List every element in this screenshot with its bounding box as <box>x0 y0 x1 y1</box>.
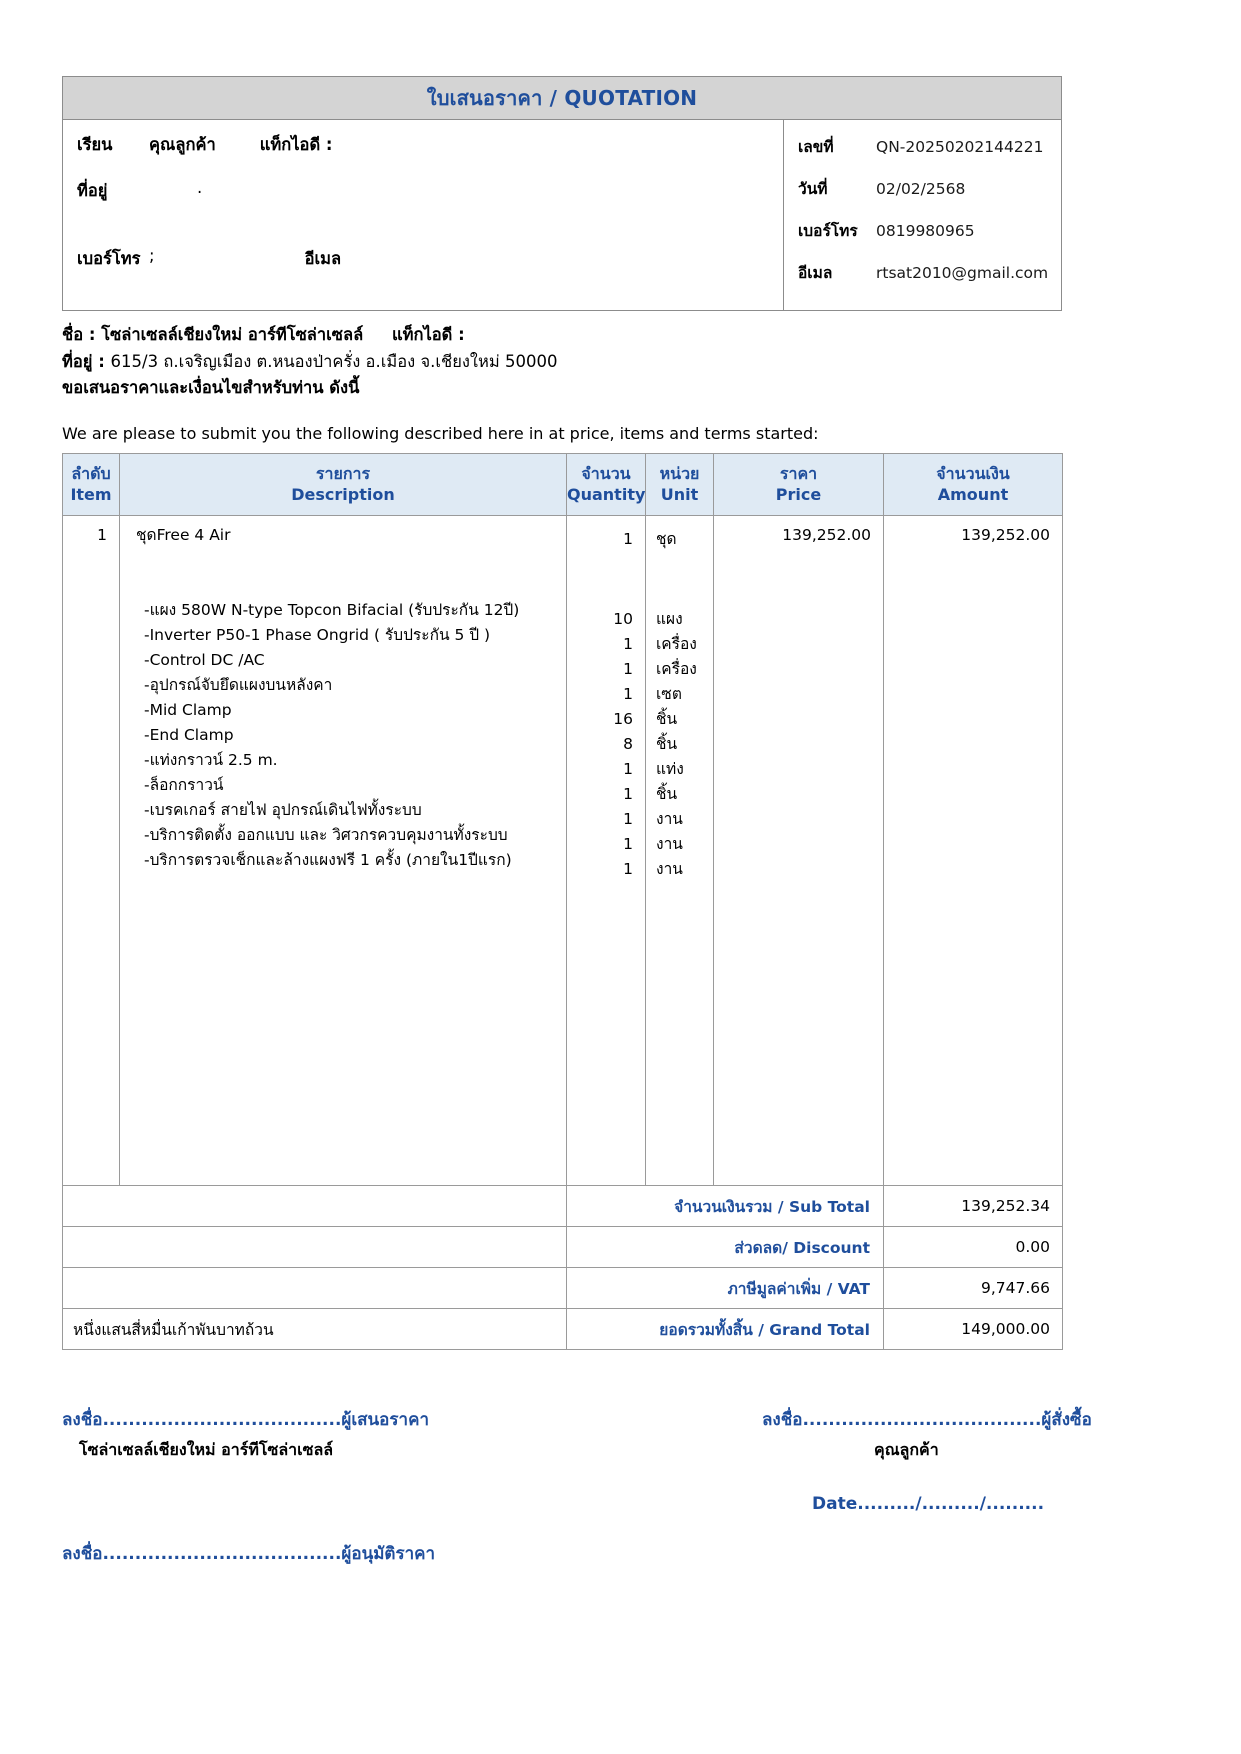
list-item-quantity: 1 <box>623 860 633 879</box>
quotation-number-row <box>798 134 1051 159</box>
quotation-date-label: วันที่ <box>798 180 828 198</box>
customer-to-value: คุณลูกค้า <box>149 135 216 154</box>
col-header-item <box>63 454 120 516</box>
quotation-number-value: QN-20250202144221 <box>876 138 1044 156</box>
list-item-unit: งาน <box>656 835 683 854</box>
grand-total-value: 149,000.00 <box>884 1309 1063 1350</box>
col-header-unit <box>646 454 714 516</box>
buyer-signature-line: ลงชื่อ.....................................ผู้สั่งซื้อ <box>762 1410 1092 1431</box>
seller-terms-line: ขอเสนอราคาและเงื่อนไขสำหรับท่าน ดังนี้ <box>62 378 360 398</box>
list-item-quantity: 1 <box>623 835 633 854</box>
quantity-list <box>567 516 645 882</box>
cell-quantities <box>567 516 646 1186</box>
subtotal-blank <box>63 1186 567 1227</box>
col-header-amount-en: Amount <box>937 484 1009 504</box>
item-index-value: 1 <box>97 526 107 545</box>
list-item-quantity: 1 <box>623 685 633 704</box>
subtotal-value: 139,252.34 <box>884 1186 1063 1227</box>
title-english: QUOTATION <box>564 86 698 110</box>
list-item-unit: งาน <box>656 860 683 879</box>
list-item: -Mid Clamp <box>144 700 232 719</box>
list-item: -อุปกรณ์จับยึดแผงบนหลังคา <box>144 675 333 694</box>
sub-item-descriptions <box>144 598 556 873</box>
list-item-unit: เครื่อง <box>656 635 697 654</box>
list-item-unit: แผง <box>656 610 683 629</box>
seller-address-value: 615/3 ถ.เจริญเมือง ต.หนองป่าครั่ง อ.เมือง จ.เชียงใหม่ 50000 <box>110 351 558 371</box>
list-item-quantity: 1 <box>623 760 633 779</box>
main-item-quantity: 1 <box>623 530 633 549</box>
quotation-number-label: เลขที่ <box>798 138 834 156</box>
seller-name-row <box>62 322 1062 349</box>
subtotal-label: จำนวนเงินรวม / Sub Total <box>567 1186 884 1227</box>
col-header-price <box>714 454 884 516</box>
header-row <box>63 454 1063 516</box>
list-item-unit: แท่ง <box>656 760 684 779</box>
main-item-amount: 139,252.00 <box>961 526 1050 545</box>
cell-amount <box>884 516 1063 1186</box>
list-item-quantity: 10 <box>613 610 633 629</box>
col-header-amount <box>884 454 1063 516</box>
buyer-name: คุณลูกค้า <box>874 1440 939 1460</box>
discount-value: 0.00 <box>884 1227 1063 1268</box>
quotation-date-value: 02/02/2568 <box>876 180 966 198</box>
list-item: -ล็อกกราวน์ <box>144 775 224 794</box>
main-item-description: ชุดFree 4 Air <box>136 526 231 545</box>
list-item-quantity: 1 <box>623 660 633 679</box>
vat-label: ภาษีมูลค่าเพิ่ม / VAT <box>567 1268 884 1309</box>
quoter-name: โซล่าเซลล์เชียงใหม่ อาร์ทีโซล่าเซลล์ <box>79 1440 334 1460</box>
list-item-unit: งาน <box>656 810 683 829</box>
cell-item-index <box>63 516 120 1186</box>
vat-value: 9,747.66 <box>884 1268 1063 1309</box>
seller-phone-value: 0819980965 <box>876 222 975 240</box>
seller-name-value: โซล่าเซลล์เชียงใหม่ อาร์ทีโซล่าเซลล์ <box>101 325 364 344</box>
col-header-description-th: รายการ <box>315 464 371 484</box>
list-item: -เบรคเกอร์ สายไฟ อุปกรณ์เดินไฟทั้งระบบ <box>144 800 422 819</box>
list-item-unit: เครื่อง <box>656 660 697 679</box>
customer-phone-row <box>77 246 769 272</box>
signature-area <box>62 1398 1092 1628</box>
quotation-meta-block <box>784 120 1061 310</box>
description-list <box>120 516 566 873</box>
seller-name-label: ชื่อ : <box>62 325 96 344</box>
list-item: -บริการตรวจเช็กและล้างแผงฟรี 1 ครั้ง (ภายใน1ปีแรก) <box>144 850 512 869</box>
main-item-unit: ชุด <box>656 530 677 549</box>
list-item: -แผง 580W N-type Topcon Bifacial (รับประกัน 12ปี) <box>144 600 520 619</box>
quotation-page <box>62 0 1092 1628</box>
seller-taxid-label: แท็กไอดี : <box>391 325 465 344</box>
title-separator: / <box>542 86 565 110</box>
approver-signature-line: ลงชื่อ.....................................ผู้อนุมัติราคา <box>62 1544 436 1565</box>
items-table-header <box>63 454 1063 516</box>
customer-to-label: เรียน <box>77 135 113 154</box>
totals-body <box>63 1186 1063 1350</box>
totals-table <box>62 1185 1063 1350</box>
grand-total-row <box>63 1309 1063 1350</box>
header-info-box <box>62 120 1062 311</box>
col-header-quantity-en: Quantity <box>567 484 646 504</box>
list-item-unit: ชิ้น <box>656 710 678 729</box>
col-header-item-th: ลำดับ <box>71 464 111 484</box>
customer-to-row <box>77 132 769 158</box>
list-item: -แท่งกราวน์ 2.5 m. <box>144 750 278 769</box>
customer-address-value: . <box>197 178 203 197</box>
items-table-body <box>63 516 1063 1186</box>
list-item: -บริการติดตั้ง ออกแบบ และ วิศวกรควบคุมงานทั้งระบบ <box>144 825 508 844</box>
col-header-quantity <box>567 454 646 516</box>
seller-email-value: rtsat2010@gmail.com <box>876 264 1049 282</box>
submit-note: We are please to submit you the following described here in at price, items and terms started: <box>62 424 819 444</box>
discount-blank <box>63 1227 567 1268</box>
discount-row <box>63 1227 1063 1268</box>
vat-blank <box>63 1268 567 1309</box>
seller-email-row <box>798 260 1051 285</box>
seller-phone-label: เบอร์โทร <box>798 222 858 240</box>
seller-email-label: อีเมล <box>798 264 833 282</box>
cell-price <box>714 516 884 1186</box>
main-item-price: 139,252.00 <box>782 526 871 545</box>
list-item: -Inverter P50-1 Phase Ongrid ( รับประกัน 5 ปี ) <box>144 625 491 644</box>
list-item-quantity: 16 <box>613 710 633 729</box>
col-header-amount-th: จำนวนเงิน <box>936 464 1010 484</box>
list-item-unit: เซต <box>656 685 682 704</box>
list-item-quantity: 1 <box>623 810 633 829</box>
unit-spacer <box>656 553 703 607</box>
title-thai: ใบเสนอราคา <box>426 86 543 110</box>
list-item: -End Clamp <box>144 725 234 744</box>
signature-date-line: Date........./........./......... <box>812 1494 1045 1515</box>
list-item-unit: ชิ้น <box>656 735 678 754</box>
customer-email-label: อีเมล <box>304 249 342 268</box>
seller-phone-row <box>798 218 1051 243</box>
unit-list <box>646 516 713 882</box>
cell-units <box>646 516 714 1186</box>
seller-info-block <box>62 322 1062 402</box>
description-spacer <box>130 544 556 598</box>
document-title-bar <box>62 76 1062 120</box>
col-header-description-en: Description <box>291 484 395 504</box>
amount-in-words: หนึ่งแสนสี่หมื่นเก้าพันบาทถ้วน <box>63 1309 567 1350</box>
seller-address-label: ที่อยู่ : <box>62 351 105 371</box>
list-item-quantity: 8 <box>623 735 633 754</box>
customer-phone-label: เบอร์โทร <box>77 249 141 268</box>
customer-taxid-label: แท็กไอดี : <box>259 135 333 154</box>
vat-row <box>63 1268 1063 1309</box>
grand-total-label: ยอดรวมทั้งสิ้น / Grand Total <box>567 1309 884 1350</box>
subtotal-row <box>63 1186 1063 1227</box>
customer-address-row <box>77 178 769 204</box>
items-table <box>62 453 1063 1186</box>
quotation-date-row <box>798 176 1051 201</box>
page-title <box>427 82 698 114</box>
seller-address-row <box>62 349 1062 376</box>
list-item-unit: ชิ้น <box>656 785 678 804</box>
col-header-item-en: Item <box>70 484 112 504</box>
list-item-quantity: 1 <box>623 785 633 804</box>
col-header-unit-th: หน่วย <box>659 464 700 484</box>
col-header-unit-en: Unit <box>660 484 699 504</box>
list-item-quantity: 1 <box>623 635 633 654</box>
list-item: -Control DC /AC <box>144 650 265 669</box>
col-header-price-en: Price <box>775 484 822 504</box>
col-header-description <box>120 454 567 516</box>
quantity-spacer <box>577 553 633 607</box>
customer-phone-value: ; <box>149 246 155 265</box>
quoter-signature-line: ลงชื่อ.....................................ผู้เสนอราคา <box>62 1410 429 1431</box>
customer-info-block <box>63 120 784 310</box>
cell-descriptions <box>120 516 567 1186</box>
customer-address-label: ที่อยู่ <box>77 181 108 200</box>
table-row <box>63 516 1063 1186</box>
col-header-price-th: ราคา <box>779 464 818 484</box>
col-header-quantity-th: จำนวน <box>581 464 631 484</box>
discount-label: ส่วดลด/ Discount <box>567 1227 884 1268</box>
